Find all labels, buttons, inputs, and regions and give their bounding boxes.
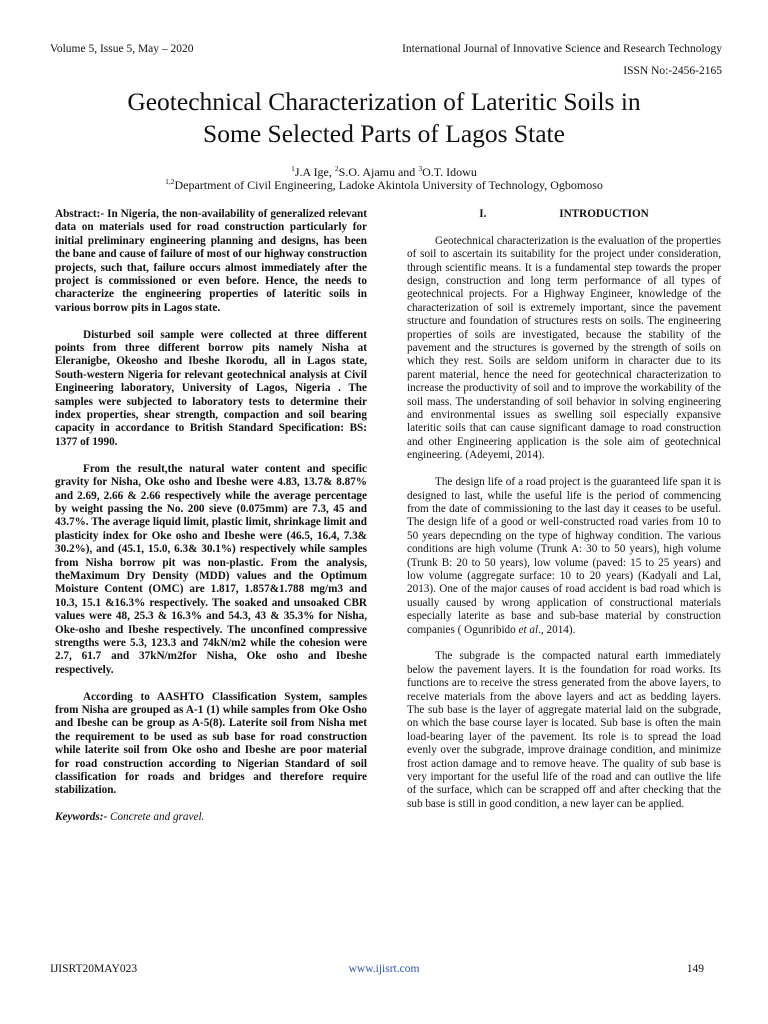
abstract-paragraph-2: Disturbed soil sample were collected at three different points from three different borrow pits namely Nisha at Eleranigbe, Okeosho and Ibeshe Ikorodu, all in Lagos state, South-western Nigeria for relevant geotechnical analysis at Civil Engineering laboratory, University of Lagos, Nigeria . The samples were subjected to laboratory tests to determine their index properties, shear strength, compaction and soil bearing capacity in accordance to British Standard Specification: BS: 1377 of 1990. [55,328,367,448]
introduction-paragraph-2-etal: et al [518,623,539,636]
introduction-paragraph-2 [407,476,721,637]
section-heading-introduction [407,208,721,221]
header-volume: Volume 5, Issue 5, May – 2020 [50,43,194,55]
abstract-column [55,208,367,838]
introduction-paragraph-1: Geotechnical characterization is the evaluation of the properties of soil to ascertain its suitability for the project under consideration, through scientific means. It is a fundamental step towards the proper design, construction and long term performance of all types of geotechnical projects. For a Highway Engineer, knowledge of the characterization of soil is extremely important, since the pavement structure and foundation of structures rests on soils. The engineering properties of soils are investigated, because the stability of the pavement and the structures is governed by the strength of soils on which they rest. Soils are seldom uniform in character due to its parent material, hence the need for geotechnical characterization to increase the productivity of soil and to improve the workability of the soil mass. The understanding of soil behavior in solving engineering and environmental issues as swelling soil especially expansive lateritic soils that can cause significant damage to road construction and other Engineering application is the sole aim of geotechnical engineering. (Adeyemi, 2014). [407,234,721,462]
introduction-paragraph-2-text: The design life of a road project is the guaranteed life span it is designed to last, while the useful life is the period of commencing from the date of commissioning to the last day it ceases to be useful. The design life of a good or well-constructed road varies from 10 to 50 years depecnding on the type of highway condition. The various conditions are high volume (Trunk A: 30 to 50 years), high volume (Trunk B: 20 to 50 years), low volume (paved: 15 to 25 years) and low volume (aggregate surface: 10 to 20 years) (Kadyali and Lal, 2013). One of the major causes of road accident is bad road which is usually caused by wrong application of constructional materials especially laterite as base and sub-base material by construction companies ( Ogunribido [407,476,721,636]
paper-title-line-1: Geotechnical Characterization of Lateritic Soils in [127,87,641,116]
header-issn: ISSN No:-2456-2165 [623,65,722,77]
author-1-marker: 1 [291,164,295,173]
abstract-paragraph-4: According to AASHTO Classification System, samples from Nisha are grouped as A-1 (1) while samples from Oke Osho and Ibeshe can be group as A-5(8). Laterite soil from Nisha met the requirement to be used as sub base for road construction while laterite soil from Oke osho and Ibeshe are poor material for road construction according to Nigerian Standard of soil classification for roads and bridges and therefore require stabilization. [55,690,367,797]
author-1: J.A Ige, [294,165,335,179]
keywords [55,811,367,824]
section-title: INTRODUCTION [559,208,649,220]
author-2-marker: 2 [334,164,339,173]
keywords-label: Keywords:- [55,811,108,824]
section-number: I. [479,208,487,220]
footer-paper-code: IJISRT20MAY023 [50,963,138,975]
author-3-marker: 3 [418,164,423,173]
introduction-paragraph-3: The subgrade is the compacted natural earth immediately below the pavement layers. It is the foundation for road works. Its functions are to receive the stress generated from the above layers, to receive materials from the above layers and act as bedding layers. The sub base is the layer of aggregate material laid on the subgrade, on which the base course layer is located. Sub base is often the main load-bearing layer of the pavement. Its role is to spread the load evenly over the subgrade, improve drainage condition, and minimize frost action damage and to remove heave. The quality of sub base is very important for the useful life of the road and can outlive the life of the surface, which can be scrapped off and after checking that the sub base is still in good condition, a new layer can be applied. [407,650,721,810]
abstract-paragraph-3: From the result,the natural water content and specific gravity for Nisha, Oke osho and Ibeshe were 4.83, 13.7& 8.87% and 2.69, 2.66 & 2.66 respectively while the average percentage by weight passing the No. 200 sieve (0.075mm) are 7.3, 45 and 43.7%. The average liquid limit, plastic limit, shrinkage limit and plasticity index for Oke osho and Ibeshe were (46.5, 16.4, 7.3& 30.2%), and (45.1, 15.0, 6.3& 30.1%) respectively while samples from Nisha borrow pit was non-plastic. From the analysis, theMaximum Dry Density (MDD) values and the Optimum Moisture Content (OMC) are 1.817, 1.857&1.788 mg/m3 and 10.3, 15.1 &16.3% respectively. The soaked and unsoaked CBR values were 48, 25.3 & 16.3% and 54.3, 43 & 35.3% for Nisha, Oke-osho and Ibeshe respectively. The unconfined compressive strengths were 5.3, 123.3 and 74kN/m2 while the cohesion were 2.7, 61.7 and 37kN/m2for Nisha, Oke osho and Ibeshe respectively. [55,462,367,676]
paper-title-line-2: Some Selected Parts of Lagos State [203,119,565,148]
author-2: S.O. Ajamu and [338,165,419,179]
introduction-paragraph-2-end: ., 2014). [538,623,576,636]
affiliation-marker: 1,2 [165,177,175,186]
paper-title [40,86,728,150]
footer-journal-link[interactable]: www.ijisrt.com [348,963,420,975]
header-journal-name: International Journal of Innovative Science and Research Technology [402,43,722,55]
introduction-column [407,208,721,825]
author-3: O.T. Idowu [422,165,477,179]
author-affiliation [40,178,728,193]
abstract-paragraph-1: Abstract:- In Nigeria, the non-availability of generalized relevant data on materials used for road construction particularly for initial preliminary engineering planning and designs, has been the bane and cause of failure of most of our highway construction projects, such that, failure occurs almost immediately after the project is commissioned or even before. Hence, the needs to characterize the engineering properties of lateritic soils in various borrow pits in Lagos state. [55,208,367,314]
affiliation-text: Department of Civil Engineering, Ladoke Akintola University of Technology, Ogbomoso [174,178,603,192]
footer-page-number: 149 [686,963,704,975]
keywords-text: Concrete and gravel. [107,811,205,824]
